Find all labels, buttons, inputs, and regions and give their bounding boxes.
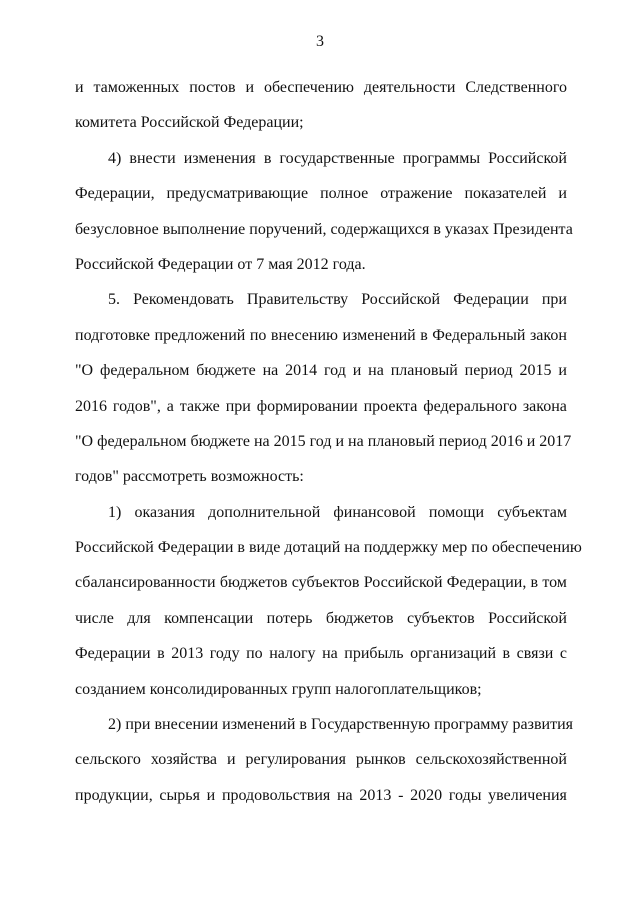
- word: 2): [108, 716, 122, 734]
- word: год: [309, 432, 332, 450]
- word: а: [166, 397, 174, 415]
- word: 2016: [75, 397, 107, 415]
- word: бюджете: [196, 362, 256, 380]
- word: Российской: [361, 291, 441, 309]
- word: содержащихся: [330, 220, 430, 238]
- word: формировании: [256, 397, 358, 415]
- word: Следственного: [465, 79, 567, 96]
- document-body: [75, 70, 582, 813]
- word: изменений: [342, 326, 416, 344]
- word: Федерации,: [446, 574, 527, 592]
- word: дополнительной: [208, 503, 321, 521]
- word: оказания: [134, 503, 196, 521]
- word: в: [530, 574, 539, 592]
- word: и: [558, 185, 567, 203]
- text-line: комитета Российской Федерации;: [75, 114, 304, 132]
- paragraph: [75, 495, 582, 707]
- word: Федерации: [157, 539, 234, 557]
- word: Рекомендовать: [133, 291, 234, 309]
- word: субъектов: [406, 609, 475, 627]
- text-line: [75, 282, 567, 317]
- word: внесению: [270, 326, 338, 344]
- text-line: Российской Федерации от 7 мая 2012 года.: [75, 255, 366, 273]
- word: на: [336, 786, 353, 804]
- word: в: [502, 645, 511, 663]
- word: Российской: [75, 539, 154, 557]
- word: и: [75, 79, 84, 96]
- word: постов: [189, 79, 236, 96]
- word: при: [225, 397, 251, 415]
- word: по: [246, 645, 263, 663]
- word: "О: [75, 362, 94, 380]
- word: государственные: [279, 149, 395, 167]
- word: программы: [402, 149, 481, 167]
- word: финансовой: [333, 503, 416, 521]
- text-line: годов" рассмотреть возможность:: [75, 468, 304, 486]
- word: плановый: [367, 432, 435, 450]
- word: 2015: [273, 432, 306, 450]
- word: на: [344, 539, 360, 557]
- word: сельскохозяйственной: [415, 751, 567, 769]
- word: поручений,: [249, 220, 327, 238]
- word: продовольствия: [221, 786, 331, 804]
- word: в: [420, 326, 428, 344]
- word: продукции,: [75, 786, 153, 804]
- word: 5.: [108, 291, 120, 309]
- word: обеспечению: [263, 79, 354, 96]
- word: бюджете: [190, 432, 250, 450]
- word: прибыль: [344, 645, 404, 663]
- word: сельского: [75, 751, 141, 769]
- word: и: [526, 432, 536, 450]
- word: компенсации: [164, 609, 254, 627]
- word: в: [299, 716, 307, 734]
- word: 2016: [490, 432, 523, 450]
- word: 4): [108, 149, 122, 167]
- paragraph: [75, 707, 573, 813]
- word: потерь: [266, 609, 313, 627]
- word: год: [324, 362, 346, 380]
- word: дотаций: [284, 539, 341, 557]
- text-line: [75, 70, 567, 105]
- paragraph: [75, 70, 567, 141]
- word: 2013: [359, 786, 392, 804]
- word: безусловное: [75, 220, 159, 238]
- word: проекта: [363, 397, 418, 415]
- word: мер: [442, 539, 468, 557]
- word: таможенных: [93, 79, 180, 96]
- word: при: [125, 716, 151, 734]
- word: и: [226, 751, 236, 769]
- text-line: [75, 707, 573, 742]
- word: на: [322, 645, 338, 663]
- word: федеральном: [97, 432, 187, 450]
- text-line: [75, 742, 567, 777]
- word: показателей: [464, 185, 547, 203]
- text-line: [75, 565, 567, 600]
- text-line: [75, 601, 567, 636]
- word: по: [249, 326, 267, 344]
- word: Президента: [492, 220, 573, 238]
- word: и: [245, 79, 255, 96]
- word: деятельности: [363, 79, 456, 96]
- paragraph: [75, 141, 573, 283]
- page-number: 3: [316, 33, 324, 50]
- word: увеличения: [488, 786, 567, 804]
- word: Федерации: [75, 645, 151, 663]
- text-line: [75, 141, 567, 176]
- word: федерального: [423, 397, 517, 415]
- word: поддержку: [363, 539, 439, 557]
- word: внесении: [154, 716, 219, 734]
- text-line: [75, 318, 567, 353]
- word: предложений: [154, 326, 246, 344]
- word: 2020: [410, 786, 443, 804]
- word: изменения: [183, 149, 256, 167]
- word: на: [253, 432, 270, 450]
- word: Российской: [363, 574, 443, 592]
- word: Федерации,: [75, 185, 155, 203]
- word: числе: [75, 609, 114, 627]
- word: с: [559, 645, 567, 663]
- word: рынков: [355, 751, 406, 769]
- word: закона: [522, 397, 567, 415]
- word: и: [352, 362, 362, 380]
- word: регулирования: [245, 751, 346, 769]
- word: по: [471, 539, 488, 557]
- word: для: [127, 609, 151, 627]
- word: плановый: [390, 362, 458, 380]
- text-line: [75, 778, 567, 813]
- text-line: [75, 212, 573, 247]
- word: полное: [320, 185, 369, 203]
- word: "О: [75, 432, 94, 450]
- word: бюджетов: [325, 609, 394, 627]
- text-line: созданием консолидированных групп налогоплательщиков;: [75, 680, 482, 698]
- word: том: [542, 574, 567, 592]
- word: на: [368, 362, 384, 380]
- word: бюджетов: [219, 574, 288, 592]
- word: в: [433, 220, 441, 238]
- word: сырья: [159, 786, 200, 804]
- text-line: [75, 389, 567, 424]
- word: на: [262, 362, 279, 380]
- word: федеральном: [99, 362, 190, 380]
- word: годы: [448, 786, 482, 804]
- word: предусматривающие: [166, 185, 309, 203]
- word: и: [206, 786, 216, 804]
- word: 2017: [539, 432, 572, 450]
- text-line: [75, 353, 567, 388]
- word: указах: [444, 220, 489, 238]
- word: в: [263, 149, 272, 167]
- word: выполнение: [162, 220, 246, 238]
- text-line: [75, 530, 582, 565]
- word: и: [558, 362, 567, 380]
- word: связи: [516, 645, 554, 663]
- word: Российской: [488, 609, 567, 627]
- text-line: [75, 495, 567, 530]
- word: субъектов: [291, 574, 360, 592]
- word: субъектам: [497, 503, 567, 521]
- word: Федерации: [453, 291, 529, 309]
- word: сбалансированности: [75, 574, 216, 592]
- word: в: [237, 539, 245, 557]
- word: 2014: [285, 362, 318, 380]
- word: и: [335, 432, 345, 450]
- word: отражение: [380, 185, 453, 203]
- word: развития: [512, 716, 573, 734]
- word: подготовке: [75, 326, 151, 344]
- word: организаций: [410, 645, 497, 663]
- word: 2015: [519, 362, 552, 380]
- word: Федеральный: [432, 326, 526, 344]
- text-line: [75, 176, 567, 211]
- word: период: [464, 362, 513, 380]
- word: изменений: [222, 716, 296, 734]
- word: обеспечению: [491, 539, 582, 557]
- text-line: [75, 424, 572, 459]
- word: годов",: [112, 397, 161, 415]
- word: виде: [248, 539, 281, 557]
- text-line: [75, 636, 567, 671]
- word: году: [209, 645, 240, 663]
- word: Государственную: [310, 716, 431, 734]
- word: внести: [129, 149, 176, 167]
- word: в: [157, 645, 165, 663]
- word: 2013: [171, 645, 204, 663]
- paragraph: [75, 282, 572, 494]
- word: на: [348, 432, 364, 450]
- word: Российской: [488, 149, 567, 167]
- word: хозяйства: [150, 751, 218, 769]
- word: 1): [108, 503, 122, 521]
- word: помощи: [428, 503, 485, 521]
- word: программу: [434, 716, 509, 734]
- word: при: [541, 291, 567, 309]
- word: период: [438, 432, 487, 450]
- word: налогу: [269, 645, 316, 663]
- word: закон: [529, 326, 567, 344]
- word: -: [398, 786, 404, 804]
- word: также: [179, 397, 220, 415]
- word: Правительству: [246, 291, 349, 309]
